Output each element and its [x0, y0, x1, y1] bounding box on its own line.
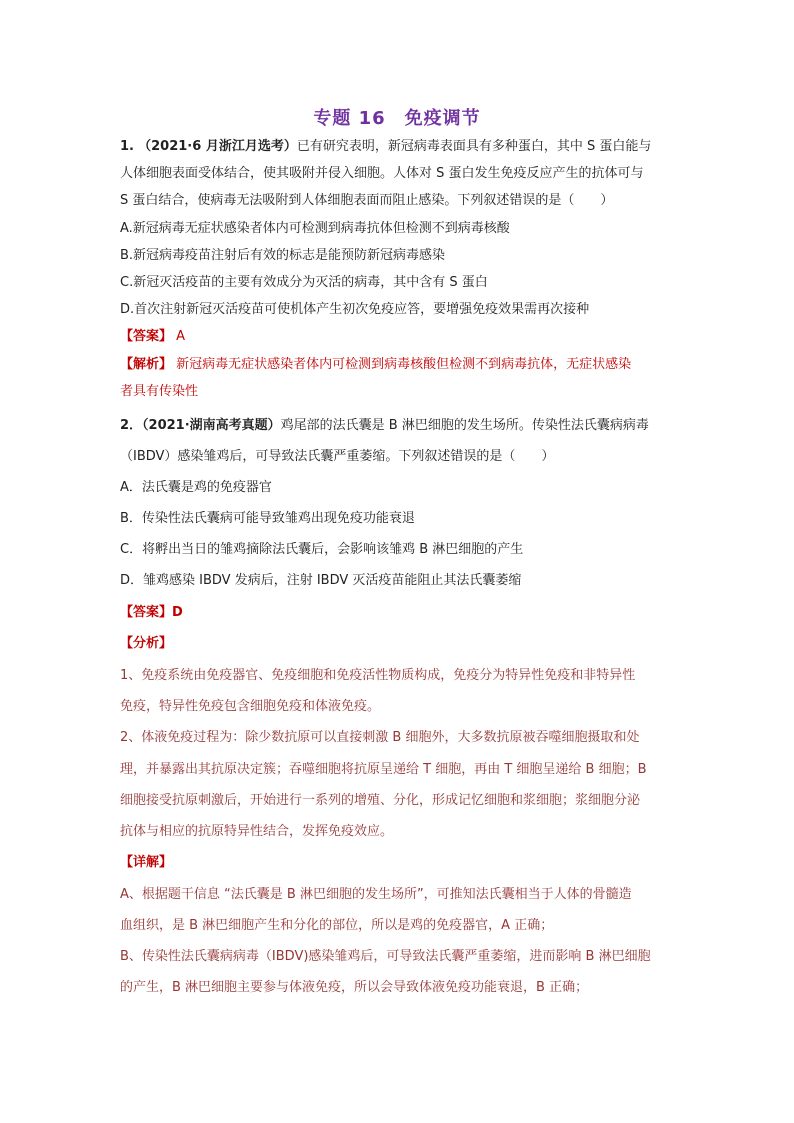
q1-analysis-line-1: [120, 355, 680, 375]
q2-stem-text-1: 鸡尾部的法氏囊是 B 淋巴细胞的发生场所。传染性法氏囊病病毒: [280, 418, 649, 433]
q2-stem-line-2: （IBDV）感染雏鸡后，可导致法氏囊严重萎缩。下列叙述错误的是（ ）: [120, 449, 555, 464]
q2-option-b: B．传染性法氏囊病可能导致雏鸡出现免疫功能衰退: [120, 511, 415, 526]
q1-answer-value: A: [176, 329, 186, 344]
q2-source: （2021·湖南高考真题）: [142, 418, 281, 433]
q2-detail-line-3: B、传染性法氏囊病病毒（IBDV)感染雏鸡后，可导致法氏囊严重萎缩，进而影响 B 淋巴细胞: [120, 949, 651, 964]
q1-stem-line-2: 人体细胞表面受体结合，使其吸附并侵入细胞。人体对 S 蛋白发生免疫反应产生的抗体可与: [120, 166, 644, 181]
q1-number: 1.: [120, 139, 134, 154]
q1-option-c: C.新冠灭活疫苗的主要有效成分为灭活的病毒，其中含有 S 蛋白: [120, 275, 488, 290]
q2-number: 2．: [120, 418, 143, 433]
q2-analysis-line-5: 细胞接受抗原刺激后，开始进行一系列的增殖、分化，形成记忆细胞和浆细胞；浆细胞分泌: [120, 793, 641, 808]
q1-answer-label: 【答案】: [120, 329, 173, 344]
q2-detail-line-2: 血组织，是 B 淋巴细胞产生和分化的部位，所以是鸡的免疫器官，A 正确；: [120, 918, 554, 933]
page-title: 专题 16 免疫调节: [313, 108, 481, 129]
q2-analysis-title: 【分析】: [120, 636, 173, 651]
q2-option-d: D．雏鸡感染 IBDV 发病后，注射 IBDV 灭活疫苗能阻止其法氏囊萎缩: [120, 573, 522, 588]
q2-detail-title: 【详解】: [120, 855, 173, 870]
q2-option-c: C．将孵出当日的雏鸡摘除法氏囊后，会影响该雏鸡 B 淋巴细胞的产生: [120, 542, 524, 557]
q2-analysis-line-3: 2、体液免疫过程为：除少数抗原可以直接刺激 B 细胞外，大多数抗原被吞噬细胞摄取和处: [120, 730, 640, 745]
q2-analysis-line-2: 免疫，特异性免疫包含细胞免疫和体液免疫。: [120, 699, 381, 714]
q1-analysis-label: 【解析】: [120, 357, 173, 372]
q2-analysis-line-1: 1、免疫系统由免疫器官、免疫细胞和免疫活性物质构成，免疫分为特异性免疫和非特异性: [120, 668, 636, 683]
q1-source: （2021·6 月浙江月选考）: [138, 139, 297, 154]
q2-answer: 【答案】D: [120, 605, 183, 620]
q1-answer: [120, 327, 680, 347]
q1-analysis-line-2: 者具有传染性: [120, 384, 199, 399]
q1-option-b: B.新冠病毒疫苗注射后有效的标志是能预防新冠病毒感染: [120, 248, 446, 263]
q1-option-d: D.首次注射新冠灭活疫苗可使机体产生初次免疫应答，要增强免疫效果需再次接种: [120, 302, 590, 317]
q2-analysis-line-6: 抗体与相应的抗原特异性结合，发挥免疫效应。: [120, 824, 394, 839]
q2-detail-line-1: A、根据题干信息 “法氏囊是 B 淋巴细胞的发生场所”，可推知法氏囊相当于人体的骨髓造: [120, 887, 632, 902]
q1-option-a: A.新冠病毒无症状感染者体内可检测到病毒抗体但检测不到病毒核酸: [120, 221, 510, 236]
q2-analysis-line-4: 理，并暴露出其抗原决定簇；吞噬细胞将抗原呈递给 T 细胞，再由 T 细胞呈递给 B 细胞；B: [120, 762, 647, 777]
q1-stem-text-1: 已有研究表明，新冠病毒表面具有多种蛋白，其中 S 蛋白能与: [296, 139, 652, 154]
q1-analysis-text-1: 新冠病毒无症状感染者体内可检测到病毒核酸但检测不到病毒抗体，无症状感染: [176, 357, 632, 372]
q2-option-a: A．法氏囊是鸡的免疫器官: [120, 480, 272, 495]
q1-stem-line-3: S 蛋白结合，使病毒无法吸附到人体细胞表面而阻止感染。下列叙述错误的是（ ）: [120, 193, 614, 208]
q1-stem-line-1: [120, 137, 680, 157]
q2-detail-line-4: 的产生，B 淋巴细胞主要参与体液免疫，所以会导致体液免疫功能衰退，B 正确；: [120, 980, 589, 995]
q2-stem-line-1: [120, 416, 680, 436]
